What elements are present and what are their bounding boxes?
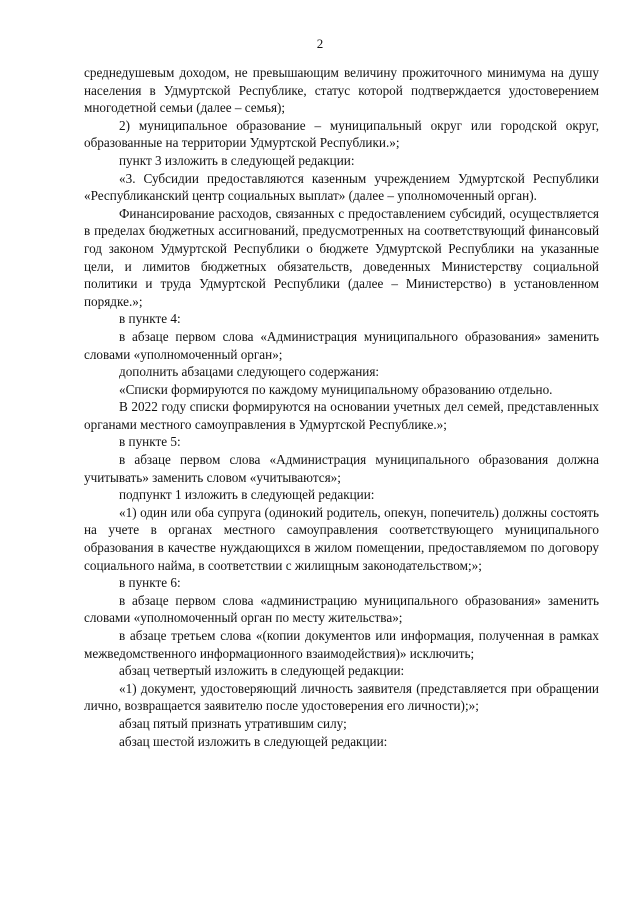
- paragraph: «3. Субсидии предоставляются казенным учреждением Удмуртской Республики «Республиканский центр социальных выплат» (далее – уполномоченный орган).: [84, 170, 599, 204]
- paragraph: «1) документ, удостоверяющий личность заявителя (представляется при обращении лично, возвращается заявителю после удостоверения его личности);»;: [84, 680, 599, 714]
- page-number: 2: [316, 36, 324, 51]
- paragraph: в пункте 6:: [119, 575, 181, 591]
- paragraph: дополнить абзацами следующего содержания:: [119, 364, 380, 380]
- paragraph: Финансирование расходов, связанных с предоставлением субсидий, осуществляется в пределах бюджетных ассигнований, предусмотренных на соответствующий финансовый год законом Удмуртской Республики о бюджете Удмуртской Республики на указанные цели, и лимитов бюджетных обязательств, доведенных Министерству социальной политики и труда Удмуртской Республики (далее – Министерство) в установленном порядке.»;: [84, 205, 599, 309]
- paragraph: 2) муниципальное образование – муниципальный округ или городской округ, образованные на территории Удмуртской Республики.»;: [84, 117, 599, 151]
- paragraph: в абзаце третьем слова «(копии документов или информация, полученная в рамках межведомственного информационного взаимодействия)» исключить;: [84, 628, 599, 661]
- paragraph: абзац четвертый изложить в следующей редакции:: [119, 663, 405, 679]
- paragraph: в абзаце первом слова «Администрация муниципального образования» заменить словами «уполномоченный орган»;: [84, 328, 599, 362]
- paragraph: В 2022 году списки формируются на основании учетных дел семей, представленных органами местного самоуправления в Удмуртской Республике.»;: [84, 399, 599, 432]
- paragraph: в абзаце первом слова «Администрация муниципального образования должна учитывать» заменить словом «учитываются»;: [84, 452, 599, 485]
- document-body: [84, 64, 599, 750]
- paragraph: среднедушевым доходом, не превышающим величину прожиточного минимума на душу населения в Удмуртской Республике, статус которой подтверждается удостоверением многодетной семьи (далее – семья);: [84, 65, 599, 116]
- paragraph: абзац пятый признать утратившим силу;: [119, 715, 347, 731]
- paragraph: пункт 3 изложить в следующей редакции:: [119, 152, 355, 168]
- paragraph: «1) один или оба супруга (одинокий родитель, опекун, попечитель) должны состоять на учете в органах местного самоуправления соответствующего муниципального образования в качестве нуждающихся в жилом помещении, предоставляемом по договору социального найма, в соответствии с жилищным законодательством;»;: [84, 504, 599, 573]
- paragraph: абзац шестой изложить в следующей редакции:: [119, 733, 388, 749]
- paragraph: в абзаце первом слова «администрацию муниципального образования» заменить словами «уполномоченный орган по месту жительства»;: [84, 592, 599, 626]
- paragraph: в пункте 5:: [119, 434, 181, 450]
- paragraph: «Списки формируются по каждому муниципальному образованию отдельно.: [119, 381, 553, 397]
- paragraph: подпункт 1 изложить в следующей редакции:: [119, 487, 375, 503]
- paragraph: в пункте 4:: [119, 311, 181, 327]
